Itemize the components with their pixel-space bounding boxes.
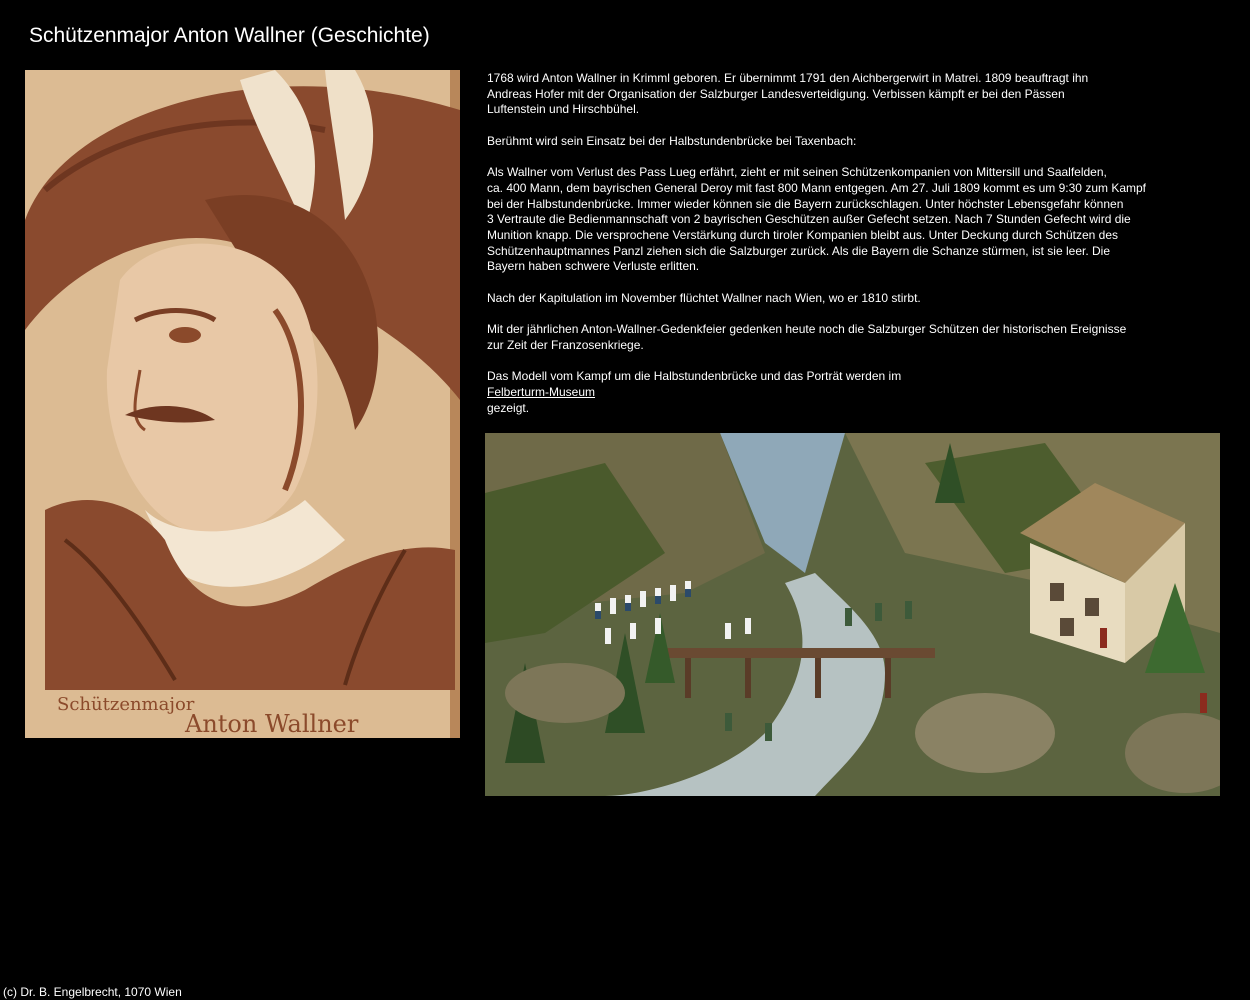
article-text <box>487 71 1167 416</box>
paragraph-birth: 1768 wird Anton Wallner in Krimml geboren. Er übernimmt 1791 den Aichbergerwirt in Matrei. 1809 beauftragt ihn Andreas Hofer mit der Organisation der Salzburger Landesverteidigung. Verbissen kämpft er bei den Pässen Luftenstein und Hirschbühel. <box>487 71 1089 117</box>
portrait-caption-line2: Anton Wallner <box>185 710 359 738</box>
museum-text-after: gezeigt. <box>487 400 530 415</box>
paragraph-museum <box>487 369 1167 416</box>
paragraph-death: Nach der Kapitulation im November flüchtet Wallner nach Wien, wo er 1810 stirbt. <box>487 290 921 305</box>
portrait-image <box>25 70 460 738</box>
diorama-image <box>485 433 1220 796</box>
museum-text-before: Das Modell vom Kampf um die Halbstundenbrücke und das Porträt werden im <box>487 369 902 384</box>
paragraph-intro-bridge: Berühmt wird sein Einsatz bei der Halbstundenbrücke bei Taxenbach: <box>487 133 857 148</box>
footer-copyright: (c) Dr. B. Engelbrecht, 1070 Wien <box>3 985 182 999</box>
portrait-caption-line1: Schützenmajor <box>57 694 195 715</box>
page-title: Schützenmajor Anton Wallner (Geschichte) <box>29 24 430 47</box>
museum-link[interactable]: Felberturm-Museum <box>487 384 596 399</box>
paragraph-battle: Als Wallner vom Verlust des Pass Lueg erfährt, zieht er mit seinen Schützenkompanien von Mittersill und Saalfelden, ca. 400 Mann, dem bayrischen General Deroy mit fast 800 Mann entgegen. Am 27. Juli 1809 kommt es um 9:30 zum Kampf bei der Halbstundenbrücke. Immer wieder können sie die Bayern zurückschlagen. Unter höchster Lebensgefahr können 3 Vertraute die Bedienmannschaft von 2 bayrischen Geschützen außer Gefecht setzen. Nach 7 Stunden Gefecht wird die Munition knapp. Die versprochene Verstärkung durch tiroler Kompanien bleibt aus. Unter Deckung durch Schützen des Schützenhauptmannes Panzl ziehen sich die Salzburger zurück. Als die Bayern die Schanze stürmen, ist sie leer. Die Bayern haben schwere Verluste erlitten. <box>487 165 1147 274</box>
paragraph-memorial: Mit der jährlichen Anton-Wallner-Gedenkfeier gedenken heute noch die Salzburger Schützen der historischen Ereignisse zur Zeit der Franzosenkriege. <box>487 322 1127 352</box>
